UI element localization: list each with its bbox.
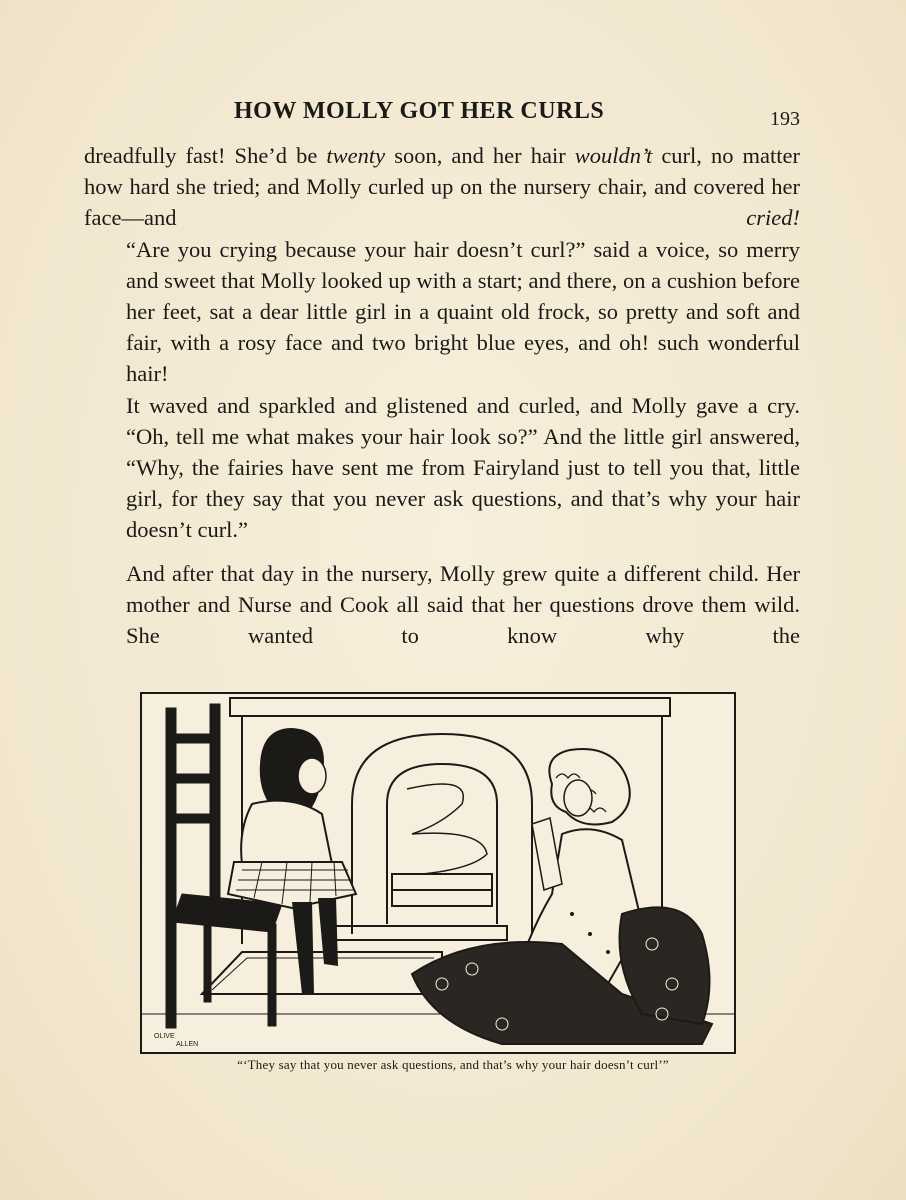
chair-back-post-left [166,708,176,1028]
p1-text-c: soon, and her hair [385,143,575,168]
page-header [0,98,906,130]
molly-blouse [241,801,332,864]
molly-face [298,758,326,794]
artist-signature-line2: ALLEN [176,1041,199,1048]
chair-slat-3 [172,814,214,823]
body-text [84,140,800,651]
page-number: 193 [770,108,800,130]
p1-emphasis-twenty: twenty [326,143,386,168]
p1-text-e: curl, no matter how hard she tried; and Molly curled up on the nursery chair, and covered her face—and [84,143,801,231]
fender [327,926,507,940]
molly-leg-left [292,902,314,994]
molly-leg-right [318,898,338,966]
figure-caption: “‘They say that you never ask questions, and that’s why your hair doesn’t curl’” [237,1057,669,1072]
chair-back-leg [204,922,211,1002]
artist-signature-line1: OLIVE [154,1033,175,1040]
chair-slat-2 [172,774,214,783]
girl-arm-raised [532,818,562,890]
illustration-drawing [142,694,734,1052]
molly-figure [228,728,356,994]
smoke-swirl [407,784,487,874]
chair-front-leg [268,924,276,1026]
paragraph-3: It waved and sparkled and glistened and curled, and Molly gave a cry. “Oh, tell me what makes your hair look so?” And the little girl answered, “Why, the fairies have sent me from Fairyland just to tell you that, little girl, for they say that you never ask questions, and that’s why your hair doesn’t curl.” [126,392,800,543]
mantelpiece [230,698,670,716]
p1-text-a: dreadfully fast! She’d be [84,143,327,168]
girl-face [564,780,592,816]
paragraph-2: “Are you crying because your hair doesn’t curl?” said a voice, so merry and sweet that Molly looked up with a start; and there, on a cushion before her feet, sat a dear little girl in a quaint old frock, so pretty and soft and fair, with a rosy face and two bright blue eyes, and oh! such wonderful hair! [126,236,800,387]
p1-emphasis-wouldnt: wouldn’t [574,143,653,168]
rug-border [212,958,434,990]
chair-slat-1 [172,734,214,743]
paragraph-4: And after that day in the nursery, Molly grew quite a different child. Her mother and Nurse and Cook all said that her questions drove them wild. She wanted to know why the [126,560,800,649]
paragraph-1 [84,140,800,234]
running-title: HOW MOLLY GOT HER CURLS [234,98,605,124]
illustration [140,692,736,1054]
p1-emphasis-cried: cried! [746,205,800,231]
